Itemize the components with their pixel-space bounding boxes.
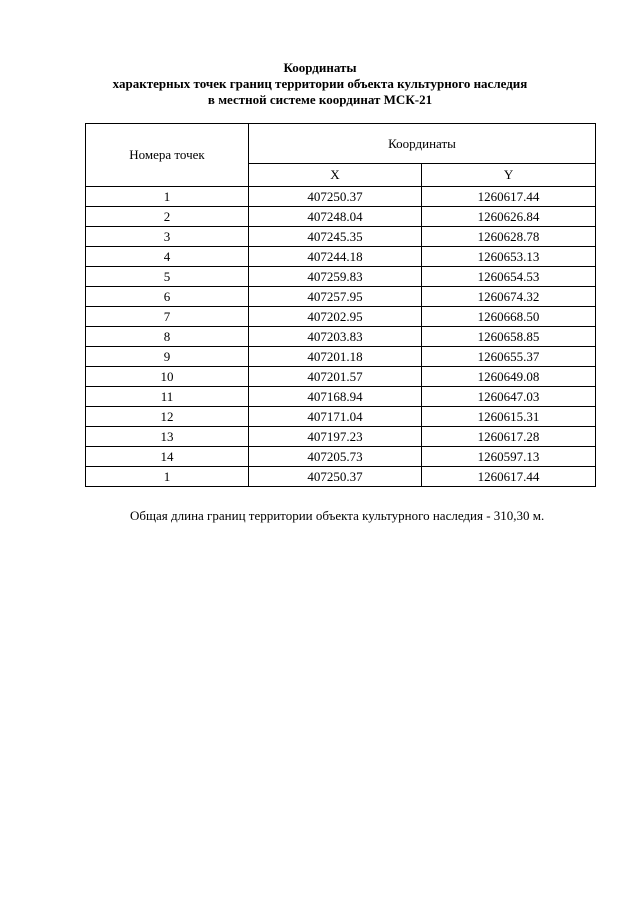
- title-line-3: в местной системе координат МСК-21: [207, 92, 433, 107]
- point-number: 14: [86, 447, 249, 467]
- coord-y: 1260668.50: [422, 307, 596, 327]
- coord-x: 407257.95: [249, 287, 422, 307]
- table-row: [86, 187, 596, 207]
- table-row: [86, 347, 596, 367]
- coord-x: 407202.95: [249, 307, 422, 327]
- coord-x: 407203.83: [249, 327, 422, 347]
- point-number: 5: [86, 267, 249, 287]
- coord-y: 1260649.08: [422, 367, 596, 387]
- point-number: 1: [86, 467, 249, 487]
- coord-y: 1260647.03: [422, 387, 596, 407]
- point-number: 2: [86, 207, 249, 227]
- point-number: 7: [86, 307, 249, 327]
- table-row: [86, 247, 596, 267]
- coord-x: 407171.04: [249, 407, 422, 427]
- coord-y: 1260653.13: [422, 247, 596, 267]
- coord-x: 407205.73: [249, 447, 422, 467]
- coord-x: 407201.18: [249, 347, 422, 367]
- coord-x: 407248.04: [249, 207, 422, 227]
- point-number: 6: [86, 287, 249, 307]
- table-row: [86, 427, 596, 447]
- point-number: 12: [86, 407, 249, 427]
- point-number: 9: [86, 347, 249, 367]
- point-number: 13: [86, 427, 249, 447]
- coord-y: 1260654.53: [422, 267, 596, 287]
- table-row: [86, 267, 596, 287]
- title-line-1: Координаты: [283, 60, 357, 75]
- coord-x: 407197.23: [249, 427, 422, 447]
- point-number: 1: [86, 187, 249, 207]
- header-x: X: [249, 164, 422, 187]
- header-coordinates: Координаты: [249, 124, 596, 164]
- table-row: [86, 407, 596, 427]
- point-number: 3: [86, 227, 249, 247]
- header-point-numbers: Номера точек: [86, 124, 249, 187]
- coord-y: 1260628.78: [422, 227, 596, 247]
- boundary-length-summary: Общая длина границ территории объекта культурного наследия - 310,30 м.: [130, 508, 545, 523]
- coord-x: 407259.83: [249, 267, 422, 287]
- coord-y: 1260617.28: [422, 427, 596, 447]
- coordinates-table: [85, 123, 596, 487]
- table-row: [86, 207, 596, 227]
- point-number: 10: [86, 367, 249, 387]
- document-title: [0, 60, 640, 108]
- coord-x: 407250.37: [249, 187, 422, 207]
- point-number: 4: [86, 247, 249, 267]
- coord-x: 407250.37: [249, 467, 422, 487]
- table-row: [86, 367, 596, 387]
- coord-y: 1260617.44: [422, 187, 596, 207]
- coord-y: 1260615.31: [422, 407, 596, 427]
- coord-x: 407244.18: [249, 247, 422, 267]
- title-line-2: характерных точек границ территории объекта культурного наследия: [112, 76, 528, 91]
- coord-x: 407168.94: [249, 387, 422, 407]
- point-number: 8: [86, 327, 249, 347]
- table-row: [86, 307, 596, 327]
- point-number: 11: [86, 387, 249, 407]
- coord-x: 407245.35: [249, 227, 422, 247]
- coord-y: 1260617.44: [422, 467, 596, 487]
- coord-y: 1260597.13: [422, 447, 596, 467]
- table-row: [86, 287, 596, 307]
- coord-x: 407201.57: [249, 367, 422, 387]
- coord-y: 1260626.84: [422, 207, 596, 227]
- table-row: [86, 387, 596, 407]
- table-row: [86, 327, 596, 347]
- header-y: Y: [422, 164, 596, 187]
- coord-y: 1260674.32: [422, 287, 596, 307]
- table-row: [86, 447, 596, 467]
- table-row: [86, 227, 596, 247]
- coord-y: 1260658.85: [422, 327, 596, 347]
- table-row: [86, 467, 596, 487]
- coord-y: 1260655.37: [422, 347, 596, 367]
